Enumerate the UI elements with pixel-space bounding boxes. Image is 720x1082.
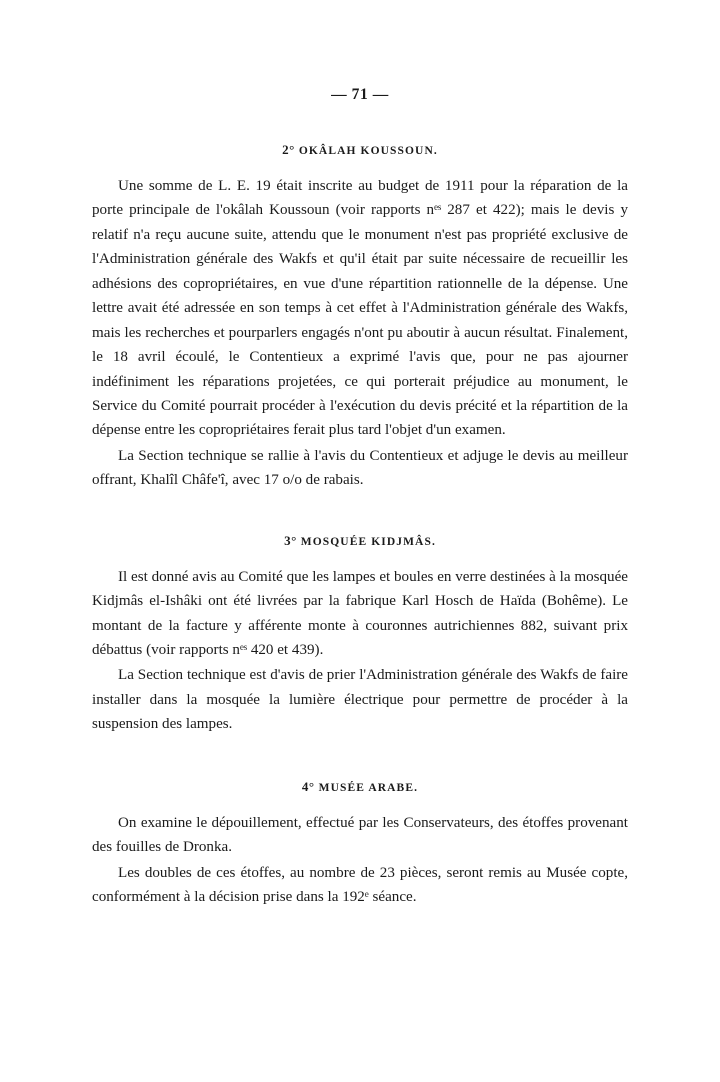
paragraph: Les doubles de ces étoffes, au nombre de 23 pièces, seront remis au Musée copte, conformément à la décision prise dans la 192ᵉ séance. [92,864,628,906]
section-heading-2 [92,142,628,158]
section-number-4: 4° [301,778,315,794]
section-heading-4 [92,779,628,795]
paragraph: Il est donné avis au Comité que les lampes et boules en verre destinées à la mosquée Kidjmâs el-Ishâki ont été livrées par la fabrique Karl Hosch de Haïda (Bohême). Le montant de la facture y afférente monte à couronnes autrichiennes 882, suivant prix débattus (voir rapports nᵉˢ 420 et 439). [92,568,628,658]
section-heading-3 [92,533,628,549]
page-number: — 71 — [331,86,389,103]
section-title-4: MUSÉE ARABE. [318,781,419,794]
section-musee-arabe [92,779,628,910]
paragraph: Une somme de L. E. 19 était inscrite au budget de 1911 pour la réparation de la porte principale de l'okâlah Koussoun (voir rapports nᵉˢ 287 et 422); mais le devis y relatif n'a reçu aucune suite, attendu que le monument n'est pas propriété exclusive de l'Administration générale des Wakfs et qu'il était par suite nécessaire de recueillir les adhésions des copropriétaires, en vue d'une répartition rationnelle de la dépense. Une lettre avait été adressée en son temps à cet effet à l'Administration générale des Wakfs, mais les recherches et pourparlers engagés n'ont pu aboutir à aucun résultat. Finalement, le 18 avril écoulé, le Contentieux a exprimé l'avis que, pour ne pas ajourner indéfiniment les réparations projetées, ce qui porterait préjudice au monument, le Service du Comité pourrait procéder à l'exécution du devis précité et la répartition de la dépense entre les copropriétaires ferait plus tard l'objet d'un examen. [92,178,628,439]
paragraph: La Section technique est d'avis de prier l'Administration générale des Wakfs de faire installer dans la mosquée la lumière électrique pour permettre de procéder à la suspension des lampes. [92,667,628,733]
section-number-2: 2° [282,142,295,157]
paragraph: La Section technique se rallie à l'avis du Contentieux et adjuge le devis au meilleur offrant, Khalîl Châfe'î, avec 17 o/o de rabais. [92,447,628,489]
section-title-3: MOSQUÉE KIDJMÂS. [300,535,436,548]
section-number-3: 3° [284,532,297,548]
section-okalah-koussoun [92,142,628,493]
section-mosquee-kidjmas [92,533,628,737]
paragraph: On examine le dépouillement, effectué par les Conservateurs, des étoffes provenant des fouilles de Dronka. [92,814,628,856]
section-title-2: OKÂLAH KOUSSOUN. [298,145,438,157]
